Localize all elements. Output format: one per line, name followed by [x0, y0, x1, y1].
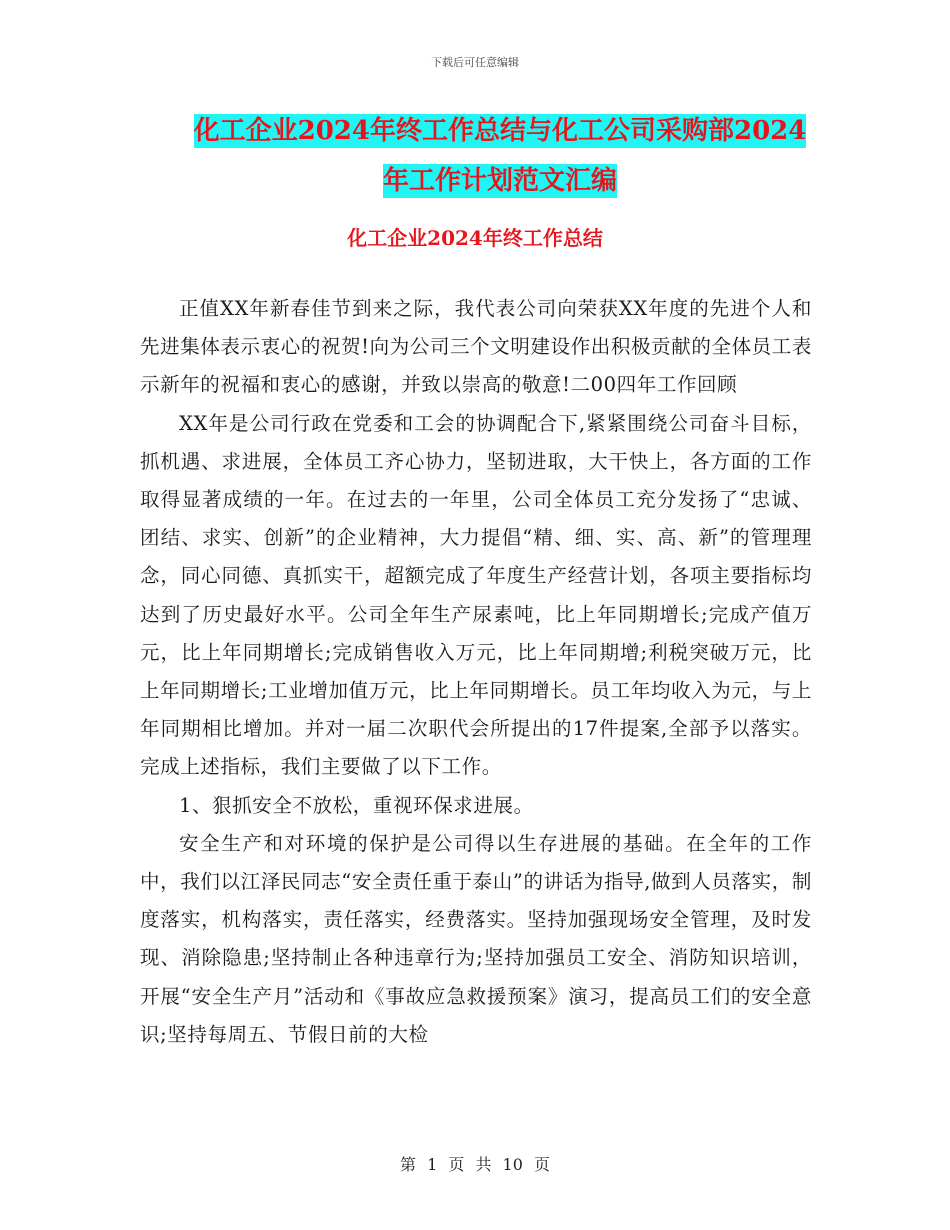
paragraph: 正值XX年新春佳节到来之际，我代表公司向荣获XX年度的先进个人和先进集体表示衷心的祝贺!向为公司三个文明建设作出积极贡献的全体员工表示新年的祝福和衷心的感谢，并致以崇高的敬意!二00四年工作回顾	[140, 297, 812, 397]
paragraph: 1、狠抓安全不放松，重视环保求进展。	[179, 793, 534, 817]
paragraph: XX年是公司行政在党委和工会的协调配合下,紧紧围绕公司奋斗目标，抓机遇、求进展，全体员工齐心协力，坚韧进取，大干快上，各方面的工作取得显著成绩的一年。在过去的一年里，公司全体员工充分发扬了“忠诚、团结、求实、创新”的企业精神，大力提倡“精、细、实、高、新”的管理理念，同心同德、真抓实干，超额完成了年度生产经营计划，各项主要指标均达到了历史最好水平。公司全年生产尿素吨，比上年同期增长;完成产值万元，比上年同期增长;完成销售收入万元，比上年同期增;利税突破万元，比上年同期增长;工业增加值万元，比上年同期增长。员工年均收入为元，与上年同期相比增加。并对一届二次职代会所提出的17件提案,全部予以落实。完成上述指标，我们主要做了以下工作。	[140, 411, 812, 779]
page-number: 第 1 页 共 10 页	[400, 1155, 550, 1174]
document-title-line-1: 化工企业2024年终工作总结与化工公司采购部2024	[193, 116, 807, 146]
paragraph: 安全生产和对环境的保护是公司得以生存进展的基础。在全年的工作中，我们以江泽民同志“安全责任重于泰山”的讲话为指导,做到人员落实，制度落实，机构落实，责任落实，经费落实。坚持加强现场安全管理，及时发现、消除隐患;坚持制止各种违章行为;坚持加强员工安全、消防知识培训，开展“安全生产月”活动和《事故应急救援预案》演习，提高员工们的安全意识;坚持每周五、节假日前的大检	[140, 831, 812, 1046]
document-title-line-2: 年工作计划范文汇编	[382, 166, 617, 196]
document-body	[140, 290, 812, 1054]
header-note: 下载后可任意编辑	[431, 56, 519, 69]
document-title	[140, 106, 860, 206]
section-title: 化工企业2024年终工作总结	[347, 226, 603, 250]
